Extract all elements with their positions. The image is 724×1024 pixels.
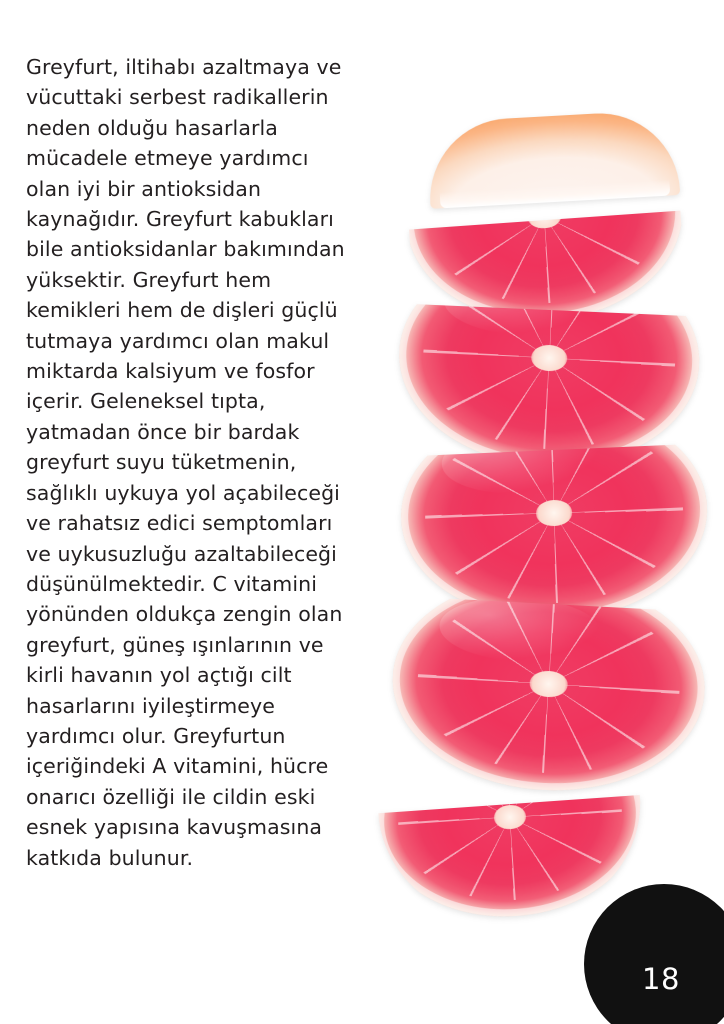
grapefruit-slice-body xyxy=(387,596,708,798)
grapefruit-bottom-wedge xyxy=(378,795,647,925)
grapefruit-pith xyxy=(378,795,647,925)
text-column xyxy=(26,52,352,873)
grapefruit-illustration xyxy=(360,100,716,930)
body-paragraph: Greyfurt, iltihabı azaltmaya ve vücuttaki serbest radikallerin neden olduğu hasarlarla mücadele etmeye yardımcı olan iyi bir antioksidan kaynağıdır. Greyfurt kabukları bile antioksidanlar bakımından yüksektir. Greyfurt hem kemikleri hem de dişleri güçlü tutmaya yardımcı olan makul miktarda kalsiyum ve fosfor içerir. Geleneksel tıpta, yatmadan önce bir bardak greyfurt suyu tüketmenin, sağlıklı uykuya yol açabileceği ve rahatsız edici semptomları ve uykusuzluğu azaltabileceği düşünülmektedir. C vitamini yönünden oldukça zengin olan greyfurt, güneş ışınlarının ve kirli havanın yol açtığı cilt hasarlarını iyileştirmeye yardımcı olur. Greyfurtun içeriğindeki A vitamini, hücre onarıcı özelliği ile cildin eski esnek yapısına kavuşmasına katkıda bulunur. xyxy=(26,55,352,870)
grapefruit-slice-body xyxy=(378,795,647,925)
grapefruit-top-peel-piece xyxy=(426,109,680,209)
page-number: 18 xyxy=(642,962,680,996)
grapefruit-slice-4 xyxy=(387,596,708,798)
